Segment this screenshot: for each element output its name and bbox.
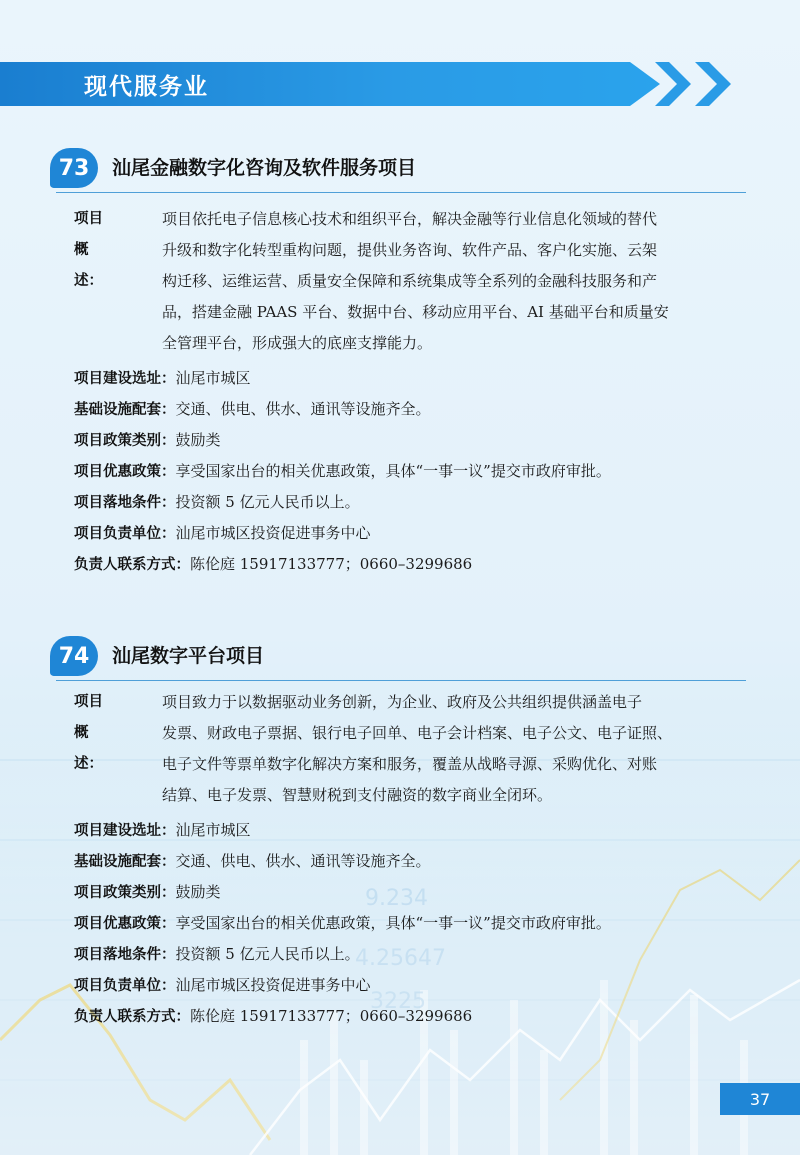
field-value: 汕尾市城区投资促进事务中心 xyxy=(175,976,371,994)
field-value: 交通、供电、供水、通讯等设施齐全。 xyxy=(175,400,431,418)
overview-line: 构迁移、运维运营、质量安全保障和系统集成等全系列的金融科技服务和产 xyxy=(162,272,658,290)
field-preferential-policy xyxy=(74,908,611,940)
field-value: 交通、供电、供水、通讯等设施齐全。 xyxy=(175,852,431,870)
field-preferential-policy xyxy=(74,456,611,488)
field-label: 项目优惠政策： xyxy=(74,464,176,480)
chevrons-icon xyxy=(655,62,745,106)
project-title: 汕尾数字平台项目 xyxy=(112,645,265,667)
overview-line: 项目依托电子信息核心技术和组织平台，解决金融等行业信息化领域的替代 xyxy=(162,210,658,228)
field-label: 项目优惠政策： xyxy=(74,916,176,932)
field-value: 鼓励类 xyxy=(175,431,221,449)
overview-line: 品，搭建金融 PAAS 平台、数据中台、移动应用平台、AI 基础平台和质量安 xyxy=(162,303,669,321)
title-divider xyxy=(56,192,746,193)
project-number-badge: 73 xyxy=(50,148,98,188)
field-value: 投资额 5 亿元人民币以上。 xyxy=(175,493,360,511)
field-value: 鼓励类 xyxy=(175,883,221,901)
field-landing-condition xyxy=(74,939,360,971)
field-label: 项目落地条件： xyxy=(74,947,176,963)
overview-line: 电子文件等票单数字化解决方案和服务，覆盖从战略寻源、采购优化、对账 xyxy=(162,755,658,773)
field-value: 汕尾市城区投资促进事务中心 xyxy=(175,524,371,542)
field-landing-condition xyxy=(74,487,360,519)
field-responsible-unit xyxy=(74,970,371,1002)
field-contact xyxy=(74,1001,472,1033)
field-infrastructure xyxy=(74,394,431,426)
field-label: 项目建设选址： xyxy=(74,823,176,839)
field-site xyxy=(74,363,251,395)
overview-label: 项目概述： xyxy=(74,694,103,772)
overview-line: 发票、财政电子票据、银行电子回单、电子会计档案、电子公文、电子证照、 xyxy=(162,724,673,742)
field-label: 负责人联系方式： xyxy=(74,1009,190,1025)
field-value: 享受国家出台的相关优惠政策，具体“一事一议”提交市政府审批。 xyxy=(175,462,611,480)
title-divider xyxy=(56,680,746,681)
field-label: 项目负责单位： xyxy=(74,978,176,994)
field-label: 项目政策类别： xyxy=(74,433,176,449)
field-label: 项目落地条件： xyxy=(74,495,176,511)
field-site xyxy=(74,815,251,847)
field-contact xyxy=(74,549,472,581)
field-infrastructure xyxy=(74,846,431,878)
project-number-badge: 74 xyxy=(50,636,98,676)
page-number: 37 xyxy=(720,1083,800,1115)
field-label: 项目建设选址： xyxy=(74,371,176,387)
field-value: 汕尾市城区 xyxy=(175,369,251,387)
field-label: 基础设施配套： xyxy=(74,402,176,418)
field-value: 陈伦庭 15917133777；0660–3299686 xyxy=(190,555,473,573)
field-policy-category xyxy=(74,877,221,909)
field-value: 陈伦庭 15917133777；0660–3299686 xyxy=(190,1007,473,1025)
overview-line: 项目致力于以数据驱动业务创新，为企业、政府及公共组织提供涵盖电子 xyxy=(162,693,643,711)
overview-line: 升级和数字化转型重构问题，提供业务咨询、软件产品、客户化实施、云架 xyxy=(162,241,658,259)
field-value: 汕尾市城区 xyxy=(175,821,251,839)
field-label: 项目负责单位： xyxy=(74,526,176,542)
field-value: 享受国家出台的相关优惠政策，具体“一事一议”提交市政府审批。 xyxy=(175,914,611,932)
section-title: 现代服务业 xyxy=(84,74,209,100)
overview-line: 结算、电子发票、智慧财税到支付融资的数字商业全闭环。 xyxy=(162,786,553,804)
field-label: 项目政策类别： xyxy=(74,885,176,901)
overview-line: 全管理平台，形成强大的底座支撑能力。 xyxy=(162,334,433,352)
field-label: 基础设施配套： xyxy=(74,854,176,870)
field-label: 负责人联系方式： xyxy=(74,557,190,573)
field-responsible-unit xyxy=(74,518,371,550)
field-value: 投资额 5 亿元人民币以上。 xyxy=(175,945,360,963)
project-title: 汕尾金融数字化咨询及软件服务项目 xyxy=(112,157,417,179)
overview-label: 项目概述： xyxy=(74,211,103,289)
field-policy-category xyxy=(74,425,221,457)
